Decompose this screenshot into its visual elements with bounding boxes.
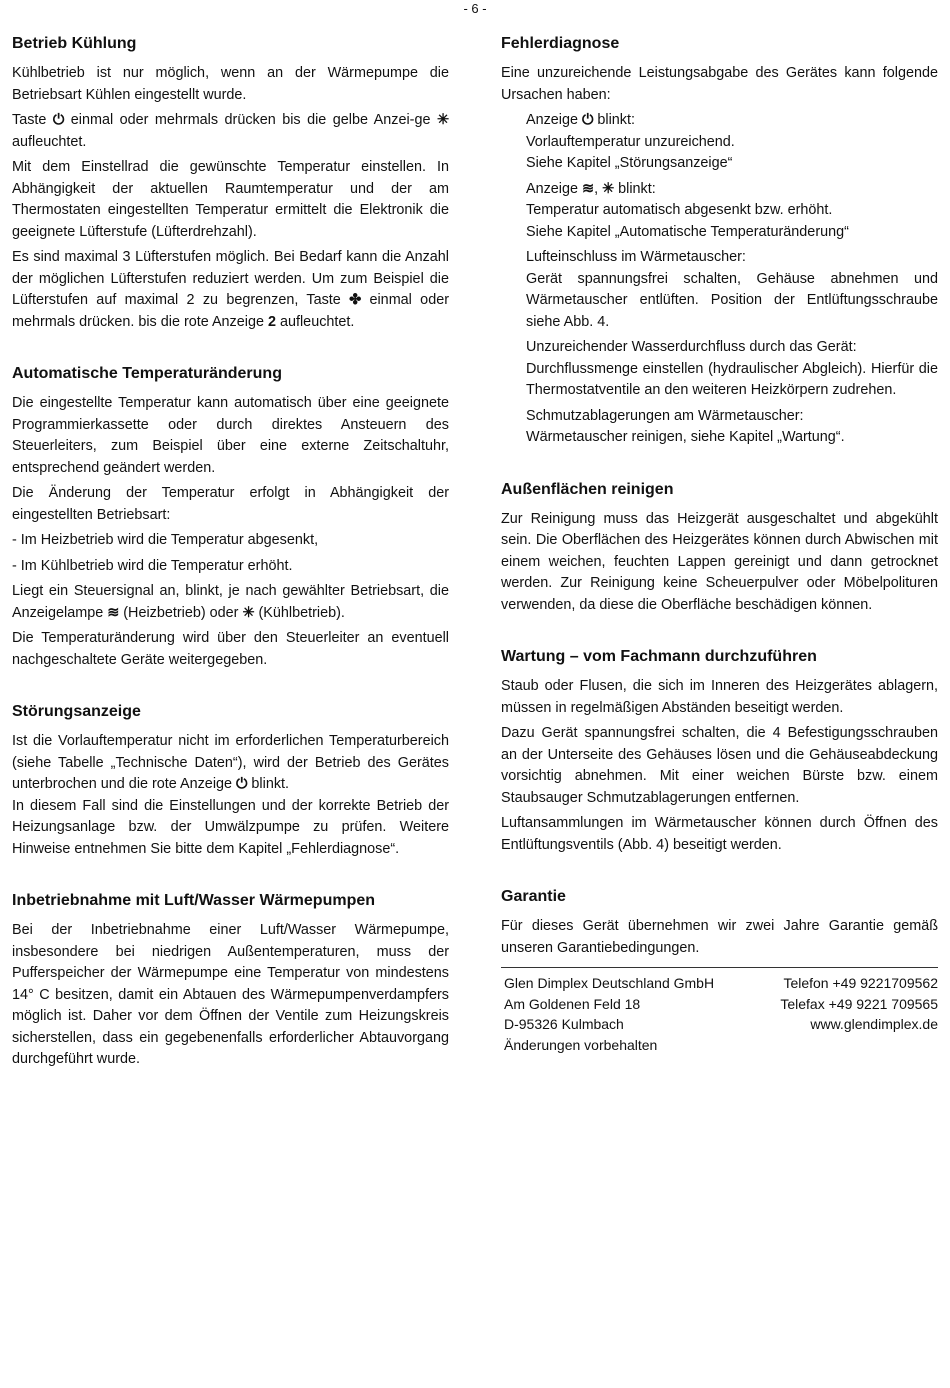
footer-row: [501, 1035, 938, 1056]
website-link[interactable]: www.glendimplex.de: [810, 1016, 938, 1032]
paragraph: Mit dem Einstellrad die gewünschte Temperatur einstellen. In Abhängigkeit der aktuellen Raumtemperatur und der am Thermostaten eingestellten Temperatur ermittelt die Elektronik die geeignete Lüfterstufe (Lüfterdrehzahl).: [12, 159, 449, 240]
text: Anzeige: [526, 112, 579, 128]
section-cleaning: [501, 479, 938, 617]
paragraph: Die eingestellte Temperatur kann automatisch über eine geeignete Programmierkassette oder durch direktes Ansteuern des Steuerleiters, zum Beispiel über eine externe Zeitschaltuhr, entsprechend geändert werden.: [12, 395, 449, 476]
fan-icon: ✤: [349, 292, 362, 308]
line: Lufteinschluss im Wärmetauscher:: [526, 249, 746, 265]
line: [526, 179, 938, 201]
diagnosis-item: [526, 247, 938, 333]
text: aufleuchtet.: [279, 313, 355, 330]
paragraph: In diesem Fall sind die Einstellungen und der korrekte Betrieb der Heizungsanlage bzw. der Umwälzpumpe zu prüfen. Weitere Hinweise entnehmen Sie bitte dem Kapitel „Fehlerdiagnose“.: [12, 797, 449, 857]
paragraph: [12, 581, 449, 624]
diagnosis-item: [526, 179, 938, 244]
snowflake-icon: ✳: [242, 604, 255, 621]
paragraph: Dazu Gerät spannungsfrei schalten, die 4 Befestigungsschrauben an der Unterseite des Gehäuses lösen und die Gehäuseabdeckung vorsichtig abnehmen. Mit einer weichen Bürste bzw. einem Staubsauger Schmutzablagerungen entfernen.: [501, 725, 938, 806]
line: Gerät spannungsfrei schalten, Gehäuse abnehmen und Wärmetauscher entlüften. Position der Entlüftungsschraube siehe Abb. 4.: [526, 270, 938, 330]
section-maintenance: [501, 646, 938, 856]
section-commissioning: [12, 890, 449, 1071]
power-icon: ⏻: [52, 112, 65, 128]
city-address: D-95326 Kulmbach: [504, 1016, 624, 1032]
paragraph: Bei der Inbetriebnahme einer Luft/Wasser Wärmepumpe, insbesondere bei niedrigen Außentemperaturen, muss der Pufferspeicher der Wärmepumpe eine Temperatur von mindestens 14° C besitzen, damit ein Abtauen des Wärmepumpenverdampfers möglich ist. Daher vor dem Öffnen der Ventile zum Heizungskreis sicherstellen, dass ein gegebenenfalls erforderlicher Abtauvorgang durchgeführt wurde.: [12, 922, 449, 1067]
fax-number: Telefax +49 9221 709565: [780, 995, 938, 1012]
section-title: Störungsanzeige: [12, 703, 141, 720]
paragraph: Die Temperaturänderung wird über den Steuerleiter an eventuell nachgeschaltete Geräte weitergegeben.: [12, 630, 449, 668]
section-title: Wartung – vom Fachmann durchzuführen: [501, 648, 817, 665]
text: blinkt:: [618, 180, 656, 197]
heat-icon: ≋: [582, 180, 595, 197]
line: Siehe Kapitel „Automatische Temperaturänderung“: [526, 223, 849, 240]
paragraph: Kühlbetrieb ist nur möglich, wenn an der Wärmepumpe die Betriebsart Kühlen eingestellt wurde.: [12, 65, 449, 103]
line: Schmutzablagerungen am Wärmetauscher:: [526, 407, 804, 424]
section-title: Inbetriebnahme mit Luft/Wasser Wärmepumpen: [12, 892, 376, 909]
company-footer: [501, 967, 938, 1055]
snowflake-icon: ✳: [436, 112, 450, 128]
text: (Heizbetrieb) oder: [123, 604, 239, 621]
text: Ist die Vorlauftemperatur nicht im erforderlichen Temperaturbereich (siehe Tabelle „Technische Daten“), wird der Betrieb des Gerätes unterbrochen und die rote Anzeige: [12, 733, 449, 792]
text: Liegt ein Steuersignal an, blinkt, je nach gewählter Betriebsart, die Anzeigelampe: [12, 583, 449, 621]
power-icon: ⏻: [582, 112, 594, 128]
page-number: - 6 -: [463, 1, 487, 16]
section-title: Außenflächen reinigen: [501, 480, 674, 498]
diagnosis-item: [526, 406, 938, 449]
text: Anzeige: [526, 180, 579, 197]
phone-number: Telefon +49 9221709562: [783, 975, 938, 991]
diagnosis-list: [501, 110, 938, 449]
paragraph: Die Änderung der Temperatur erfolgt in Abhängigkeit der eingestellten Betriebsart:: [12, 485, 449, 523]
text: einmal oder mehrmals drücken bis die gelbe Anzei-ge: [70, 112, 431, 128]
paragraph: Zur Reinigung muss das Heizgerät ausgeschaltet und abgekühlt sein. Die Oberflächen des Heizgerätes können durch Abwischen mit einem weichen, feuchten Lappen gereinigt und dann getrocknet werden. Zur Reinigung keine Scheuerpulver oder Möbelpolituren verwenden, da diese die Oberfläche beschädigen können.: [501, 510, 938, 613]
paragraph: Für dieses Gerät übernehmen wir zwei Jahre Garantie gemäß unseren Garantiebedingungen.: [501, 918, 938, 956]
diagnosis-item: [526, 110, 938, 175]
section-title: Betrieb Kühlung: [12, 35, 137, 52]
paragraph: [12, 110, 449, 153]
right-column: [501, 33, 938, 1055]
heat-icon: ≋: [107, 604, 120, 621]
line: Wärmetauscher reinigen, siehe Kapitel „Wartung“.: [526, 429, 845, 445]
line: Durchflussmenge einstellen (hydraulischer Abgleich). Hierfür die Thermostatventile an den weiteren Heizkörpern zudrehen.: [526, 360, 938, 398]
street-address: Am Goldenen Feld 18: [504, 995, 641, 1012]
text: (Kühlbetrieb).: [258, 604, 345, 621]
section-title: Fehlerdiagnose: [501, 35, 620, 52]
section-title: Automatische Temperaturänderung: [12, 365, 282, 382]
text: blinkt:: [597, 112, 635, 128]
paragraph: [12, 731, 449, 796]
section-title: Garantie: [501, 888, 566, 905]
text: blinkt.: [251, 776, 290, 792]
line: [526, 110, 938, 132]
footer-row: [501, 973, 938, 994]
section-fault-display: [12, 701, 449, 860]
snowflake-icon: ✳: [602, 180, 615, 197]
text: Es sind maximal 3 Lüfterstufen möglich. Bei Bedarf kann die Anzahl der möglichen Lüfterstufen reduziert werden. Um zum Beispiel die Lüfterstufen auf maximal 2 zu begrenzen, Taste: [12, 249, 449, 308]
line: Temperatur automatisch abgesenkt bzw. erhöht.: [526, 202, 833, 218]
section-cooling: [12, 33, 449, 333]
section-auto-temperature: [12, 363, 449, 671]
paragraph: Staub oder Flusen, die sich im Inneren des Heizgerätes ablagern, müssen in regelmäßigen Abständen beseitigt werden.: [501, 678, 938, 716]
line: Siehe Kapitel „Störungsanzeige“: [526, 155, 733, 171]
section-warranty: [501, 886, 938, 959]
company-name: Glen Dimplex Deutschland GmbH: [504, 975, 715, 991]
list-item: - Im Kühlbetrieb wird die Temperatur erhöht.: [12, 557, 293, 574]
left-column: [12, 33, 449, 1101]
paragraph: Eine unzureichende Leistungsabgabe des Gerätes kann folgende Ursachen haben:: [501, 65, 938, 103]
fan-level-number: 2: [267, 313, 276, 330]
text: aufleuchtet.: [12, 133, 87, 150]
text: ,: [594, 180, 599, 197]
changes-note: Änderungen vorbehalten: [504, 1036, 658, 1053]
section-diagnosis: [501, 33, 938, 449]
paragraph: [12, 247, 449, 333]
footer-row: [501, 1014, 938, 1035]
footer-row: [501, 994, 938, 1015]
text: Taste: [12, 112, 47, 128]
list-item: - Im Heizbetrieb wird die Temperatur abgesenkt,: [12, 532, 319, 548]
power-icon: ⏻: [236, 776, 248, 792]
text: einmal oder mehrmals drücken. bis die rote Anzeige: [12, 292, 449, 330]
diagnosis-item: [526, 337, 938, 402]
line: Vorlauftemperatur unzureichend.: [526, 133, 735, 150]
line: Unzureichender Wasserdurchfluss durch das Gerät:: [526, 339, 857, 355]
paragraph: Luftansammlungen im Wärmetauscher können durch Öffnen des Entlüftungsventils (Abb. 4) beseitigt werden.: [501, 815, 938, 853]
